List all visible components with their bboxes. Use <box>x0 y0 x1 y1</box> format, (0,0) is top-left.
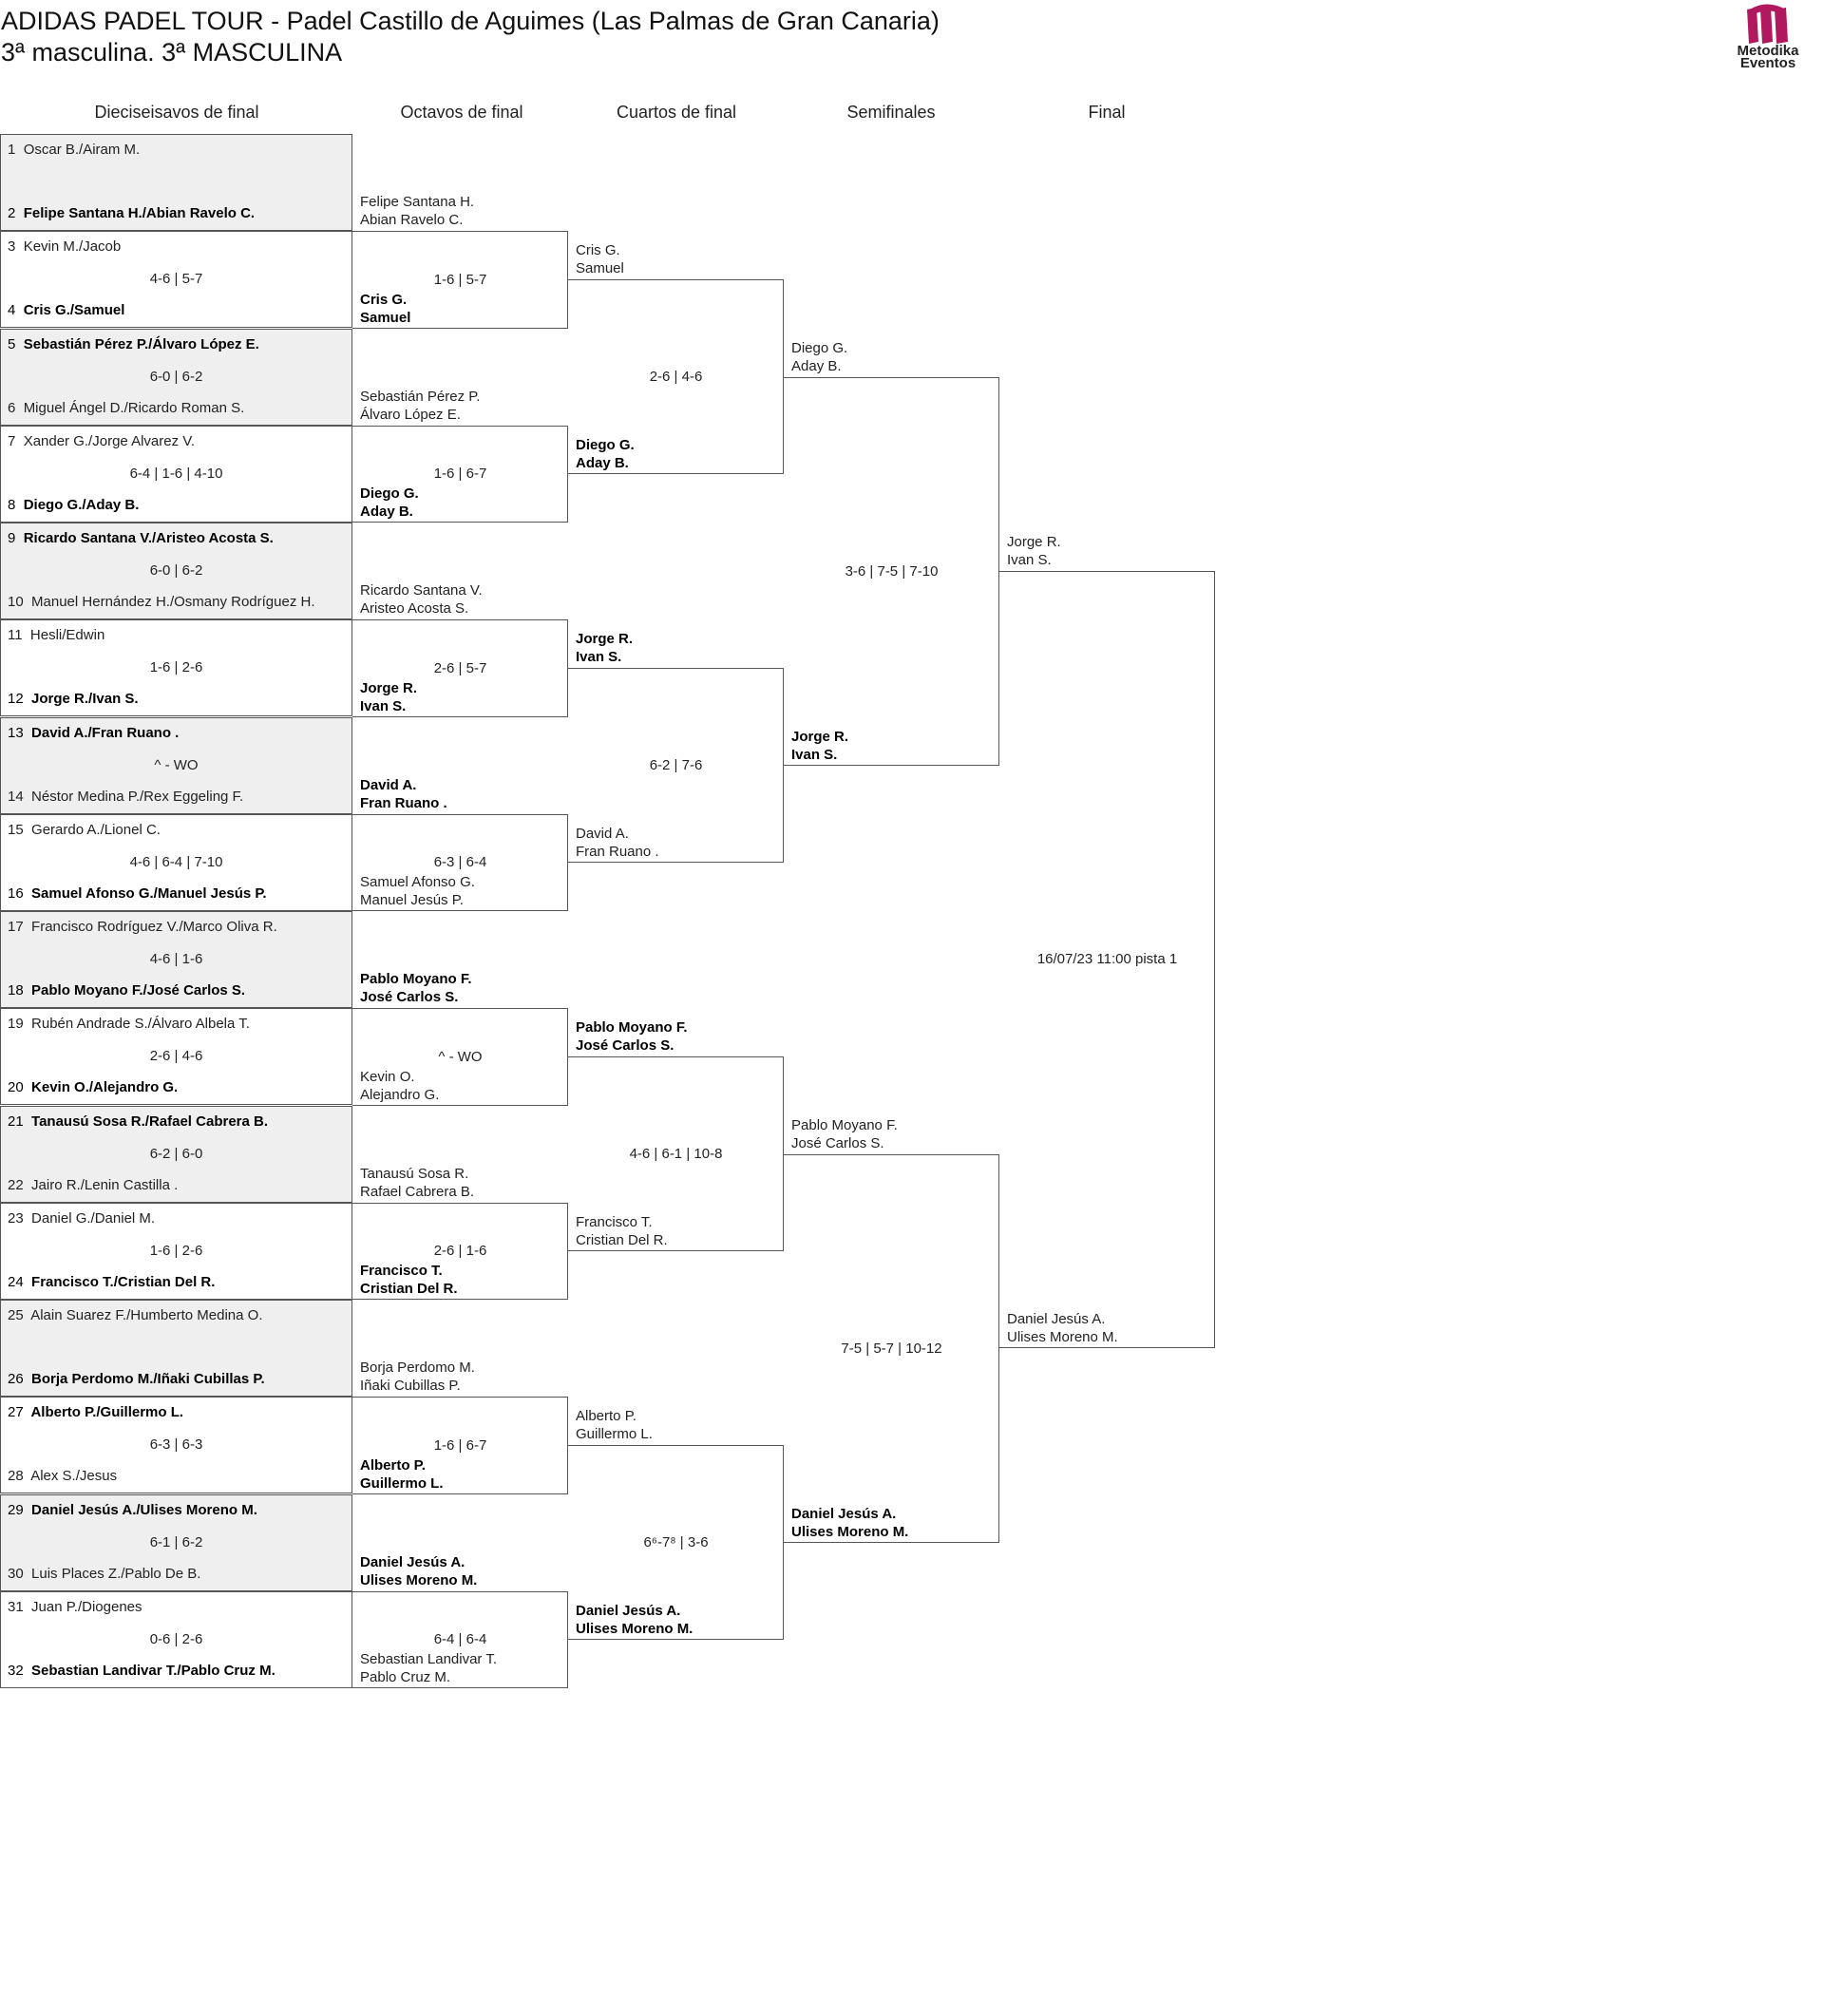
team-a-player2: Álvaro López E. <box>360 407 461 423</box>
seed-number: 1 <box>8 142 16 158</box>
team-name: Francisco T./Cristian Del R. <box>31 1274 216 1290</box>
team-a-player1: Alberto P. <box>576 1408 636 1424</box>
team-a-player2: Aristeo Acosta S. <box>360 600 469 617</box>
seed-number: 6 <box>8 400 16 416</box>
seed-number: 7 <box>8 433 16 449</box>
r1-team-a <box>8 529 274 547</box>
team-name: Luis Places Z./Pablo De B. <box>31 1566 201 1582</box>
r1-team-a <box>8 918 277 936</box>
team-b-player1: Diego G. <box>360 485 419 502</box>
team-a-player1: David A. <box>360 777 417 793</box>
team-a-player2: Ivan S. <box>576 649 622 665</box>
match-score: 7-5 | 5-7 | 10-12 <box>841 1341 942 1357</box>
match-score: 6⁶-7⁸ | 3-6 <box>643 1534 709 1550</box>
match-info: 16/07/23 11:00 pista 1 <box>1036 951 1178 967</box>
header-dieciseisavos: Dieciseisavos de final <box>94 103 259 122</box>
seed-number: 11 <box>8 627 23 643</box>
seed-number: 28 <box>8 1468 24 1484</box>
seed-number: 20 <box>8 1079 24 1095</box>
team-b-player1: Jorge R. <box>360 680 418 696</box>
seed-number: 8 <box>8 497 16 513</box>
team-a-player1: Daniel Jesús A. <box>360 1554 466 1570</box>
team-a-player2: Ivan S. <box>1007 552 1052 568</box>
seed-number: 4 <box>8 302 16 318</box>
r1-team-b <box>8 301 124 319</box>
seed-number: 24 <box>8 1274 24 1290</box>
r1-score: 4-6 | 1-6 <box>149 951 203 967</box>
r1-team-b <box>8 1078 178 1096</box>
r1-team-b <box>8 1176 178 1194</box>
seed-number: 26 <box>8 1371 24 1387</box>
team-b-player2: Aday B. <box>360 504 413 520</box>
page-title: ADIDAS PADEL TOUR - Padel Castillo de Aguimes (Las Palmas de Gran Canaria) <box>1 7 940 35</box>
team-b-player2: Guillermo L. <box>360 1475 444 1492</box>
team-b-player2: Aday B. <box>576 455 629 471</box>
r1-team-b <box>8 1565 200 1583</box>
seed-number: 21 <box>8 1113 24 1130</box>
r1-team-b <box>8 981 245 999</box>
r1-team-a <box>8 238 121 256</box>
match-score: 1-6 | 6-7 <box>433 1437 487 1454</box>
r1-score: 6-2 | 6-0 <box>149 1146 203 1162</box>
team-name: Sebastian Landivar T./Pablo Cruz M. <box>31 1663 276 1679</box>
team-name: Hesli/Edwin <box>29 627 105 643</box>
r1-team-a <box>8 821 161 839</box>
team-a-player2: José Carlos S. <box>791 1135 884 1151</box>
team-name: Oscar B./Airam M. <box>23 142 141 158</box>
team-b-player1: Daniel Jesús A. <box>791 1506 897 1522</box>
r1-team-b <box>8 690 139 708</box>
team-name: Cris G./Samuel <box>23 302 125 318</box>
team-name: Juan P./Diogenes <box>31 1599 142 1615</box>
r1-team-b <box>8 593 315 611</box>
team-name: Jorge R./Ivan S. <box>31 691 139 707</box>
team-name: David A./Fran Ruano . <box>31 725 180 741</box>
team-b-player2: Ulises Moreno M. <box>576 1621 694 1637</box>
team-name: Pablo Moyano F./José Carlos S. <box>31 982 246 998</box>
seed-number: 31 <box>8 1599 24 1615</box>
r1-team-a <box>8 1598 142 1616</box>
r1-team-a <box>8 1501 257 1519</box>
team-name: Gerardo A./Lionel C. <box>31 822 161 838</box>
r1-score: 4-6 | 6-4 | 7-10 <box>129 854 223 870</box>
team-a-player1: Ricardo Santana V. <box>360 582 483 599</box>
r1-team-b <box>8 1370 265 1388</box>
seed-number: 17 <box>8 919 24 935</box>
team-name: Kevin M./Jacob <box>23 238 122 255</box>
header-octavos: Octavos de final <box>400 103 523 122</box>
r1-team-a <box>8 335 259 353</box>
logo-text-line1: Metodika <box>1737 43 1799 59</box>
r1-team-a <box>8 1306 262 1324</box>
team-b-player2: Alejandro G. <box>360 1087 440 1103</box>
seed-number: 25 <box>8 1307 24 1323</box>
team-a-player2: Rafael Cabrera B. <box>360 1184 475 1200</box>
team-name: Diego G./Aday B. <box>23 497 140 513</box>
r1-score: 6-0 | 6-2 <box>149 369 203 385</box>
match-score: 6-2 | 7-6 <box>649 757 703 773</box>
seed-number: 9 <box>8 530 16 546</box>
team-a-player2: Abian Ravelo C. <box>360 212 464 228</box>
team-b-player1: Alberto P. <box>360 1457 426 1474</box>
team-a-player1: Sebastián Pérez P. <box>360 389 481 405</box>
seed-number: 3 <box>8 238 16 255</box>
r1-score: 1-6 | 2-6 <box>149 1243 203 1259</box>
team-b-player1: Samuel Afonso G. <box>360 874 475 890</box>
team-name: Ricardo Santana V./Aristeo Acosta S. <box>23 530 274 546</box>
team-b-player2: Ivan S. <box>360 698 407 714</box>
seed-number: 2 <box>8 205 16 221</box>
team-b-player2: Fran Ruano . <box>576 844 659 860</box>
seed-number: 29 <box>8 1502 24 1518</box>
match-score: 2-6 | 4-6 <box>649 369 703 385</box>
r1-team-a <box>8 1209 155 1227</box>
team-name: Tanausú Sosa R./Rafael Cabrera B. <box>31 1113 269 1130</box>
team-name: Jairo R./Lenin Castilla . <box>31 1177 179 1193</box>
team-b-player1: Diego G. <box>576 437 635 453</box>
seed-number: 23 <box>8 1210 24 1227</box>
r1-score: ^ - WO <box>154 757 199 773</box>
team-name: Alain Suarez F./Humberto Medina O. <box>30 1307 263 1323</box>
team-a-player1: Pablo Moyano F. <box>576 1019 688 1036</box>
r1-score: 6-0 | 6-2 <box>149 562 203 579</box>
r1-team-b <box>8 788 243 806</box>
seed-number: 18 <box>8 982 24 998</box>
team-b-player2: Manuel Jesús P. <box>360 892 464 908</box>
page-subtitle: 3ª masculina. 3ª MASCULINA <box>1 38 343 67</box>
team-name: Manuel Hernández H./Osmany Rodríguez H. <box>31 594 315 610</box>
team-a-player1: Tanausú Sosa R. <box>360 1166 469 1182</box>
team-a-player1: Cris G. <box>576 242 620 258</box>
team-a-player1: Felipe Santana H. <box>360 194 475 210</box>
team-name: Alberto P./Guillermo L. <box>30 1404 184 1420</box>
r1-team-a <box>8 626 104 644</box>
team-a-player2: José Carlos S. <box>360 989 459 1005</box>
seed-number: 14 <box>8 789 24 805</box>
team-a-player2: Guillermo L. <box>576 1426 653 1442</box>
team-a-player1: Diego G. <box>791 340 848 356</box>
team-name: Borja Perdomo M./Iñaki Cubillas P. <box>31 1371 265 1387</box>
r1-score: 6-4 | 1-6 | 4-10 <box>129 466 223 482</box>
match-score: 2-6 | 5-7 <box>433 660 487 676</box>
team-a-player2: Samuel <box>576 260 624 276</box>
team-b-player1: Cris G. <box>360 292 408 308</box>
seed-number: 19 <box>8 1016 24 1032</box>
seed-number: 32 <box>8 1663 24 1679</box>
r1-score: 2-6 | 4-6 <box>149 1048 203 1064</box>
team-name: Rubén Andrade S./Álvaro Albela T. <box>31 1016 250 1032</box>
r1-score: 4-6 | 5-7 <box>149 271 203 287</box>
team-b-player1: Francisco T. <box>576 1214 653 1230</box>
header-semifinales: Semifinales <box>846 103 936 122</box>
team-b-player2: Cristian Del R. <box>360 1281 458 1297</box>
seed-number: 12 <box>8 691 24 707</box>
team-name: Néstor Medina P./Rex Eggeling F. <box>31 789 244 805</box>
team-a-player2: Ulises Moreno M. <box>360 1572 478 1588</box>
team-b-player2: Ulises Moreno M. <box>1007 1329 1118 1345</box>
team-b-player2: Ulises Moreno M. <box>791 1524 909 1540</box>
seed-number: 22 <box>8 1177 24 1193</box>
team-name: Daniel G./Daniel M. <box>31 1210 156 1227</box>
r1-team-b <box>8 496 139 514</box>
match-score: 6-3 | 6-4 <box>433 854 487 870</box>
r1-team-b <box>8 399 244 417</box>
team-name: Kevin O./Alejandro G. <box>31 1079 179 1095</box>
team-b-player2: Ivan S. <box>791 747 838 763</box>
team-b-player2: Cristian Del R. <box>576 1232 668 1248</box>
team-name: Francisco Rodríguez V./Marco Oliva R. <box>31 919 277 935</box>
r1-team-b <box>8 1273 215 1291</box>
team-name: Sebastián Pérez P./Álvaro López E. <box>23 336 259 352</box>
r1-team-a <box>8 432 195 450</box>
r1-team-a <box>8 141 140 159</box>
seed-number: 15 <box>8 822 24 838</box>
team-a-player1: Jorge R. <box>1007 534 1061 550</box>
team-a-player2: Iñaki Cubillas P. <box>360 1378 461 1394</box>
r1-score: 1-6 | 2-6 <box>149 659 203 675</box>
r1-score: 6-1 | 6-2 <box>149 1534 203 1550</box>
match-score: ^ - WO <box>438 1049 483 1065</box>
team-a-player1: Pablo Moyano F. <box>791 1117 898 1133</box>
match-score: 3-6 | 7-5 | 7-10 <box>845 563 939 580</box>
team-a-player2: José Carlos S. <box>576 1037 674 1054</box>
team-b-player1: Kevin O. <box>360 1069 415 1085</box>
team-b-player2: Samuel <box>360 310 411 326</box>
match-score: 2-6 | 1-6 <box>433 1243 487 1259</box>
team-name: Daniel Jesús A./Ulises Moreno M. <box>31 1502 257 1518</box>
r1-team-b <box>8 884 267 903</box>
seed-number: 30 <box>8 1566 24 1582</box>
match-score: 4-6 | 6-1 | 10-8 <box>629 1146 723 1162</box>
r1-team-b <box>8 1662 276 1680</box>
seed-number: 5 <box>8 336 16 352</box>
team-a-player1: Pablo Moyano F. <box>360 971 472 987</box>
team-name: Felipe Santana H./Abian Ravelo C. <box>23 205 256 221</box>
r1-team-a <box>8 1015 250 1033</box>
team-a-player1: Jorge R. <box>576 631 634 647</box>
r1-team-b <box>8 204 255 222</box>
team-name: Miguel Ángel D./Ricardo Roman S. <box>23 400 245 416</box>
r1-score: 0-6 | 2-6 <box>149 1631 203 1647</box>
team-name: Xander G./Jorge Alvarez V. <box>23 433 196 449</box>
r1-team-a <box>8 1403 183 1421</box>
seed-number: 16 <box>8 885 24 902</box>
team-b-player1: Jorge R. <box>791 729 849 745</box>
match-score: 1-6 | 6-7 <box>433 466 487 482</box>
team-b-player1: Sebastian Landivar T. <box>360 1651 497 1667</box>
match-score: 6-4 | 6-4 <box>433 1631 487 1647</box>
team-name: Samuel Afonso G./Manuel Jesús P. <box>31 885 267 902</box>
team-name: Alex S./Jesus <box>30 1468 118 1484</box>
r1-score: 6-3 | 6-3 <box>149 1436 203 1453</box>
header-cuartos: Cuartos de final <box>616 103 737 122</box>
seed-number: 10 <box>8 594 24 610</box>
seed-number: 27 <box>8 1404 24 1420</box>
team-a-player2: Aday B. <box>791 358 842 374</box>
r1-team-a <box>8 724 179 742</box>
team-b-player1: Daniel Jesús A. <box>576 1603 681 1619</box>
team-b-player1: Francisco T. <box>360 1263 443 1279</box>
team-a-player1: Borja Perdomo M. <box>360 1360 475 1376</box>
team-b-player1: David A. <box>576 826 629 842</box>
logo-text-line2: Eventos <box>1739 55 1796 71</box>
header-final: Final <box>1088 103 1126 122</box>
match-score: 1-6 | 5-7 <box>433 272 487 288</box>
seed-number: 13 <box>8 725 24 741</box>
team-b-player2: Pablo Cruz M. <box>360 1669 451 1685</box>
logo-text <box>1716 45 1820 69</box>
team-b-player1: Daniel Jesús A. <box>1007 1311 1106 1327</box>
r1-team-b <box>8 1467 117 1485</box>
team-a-player2: Fran Ruano . <box>360 795 447 811</box>
r1-team-a <box>8 1113 268 1131</box>
